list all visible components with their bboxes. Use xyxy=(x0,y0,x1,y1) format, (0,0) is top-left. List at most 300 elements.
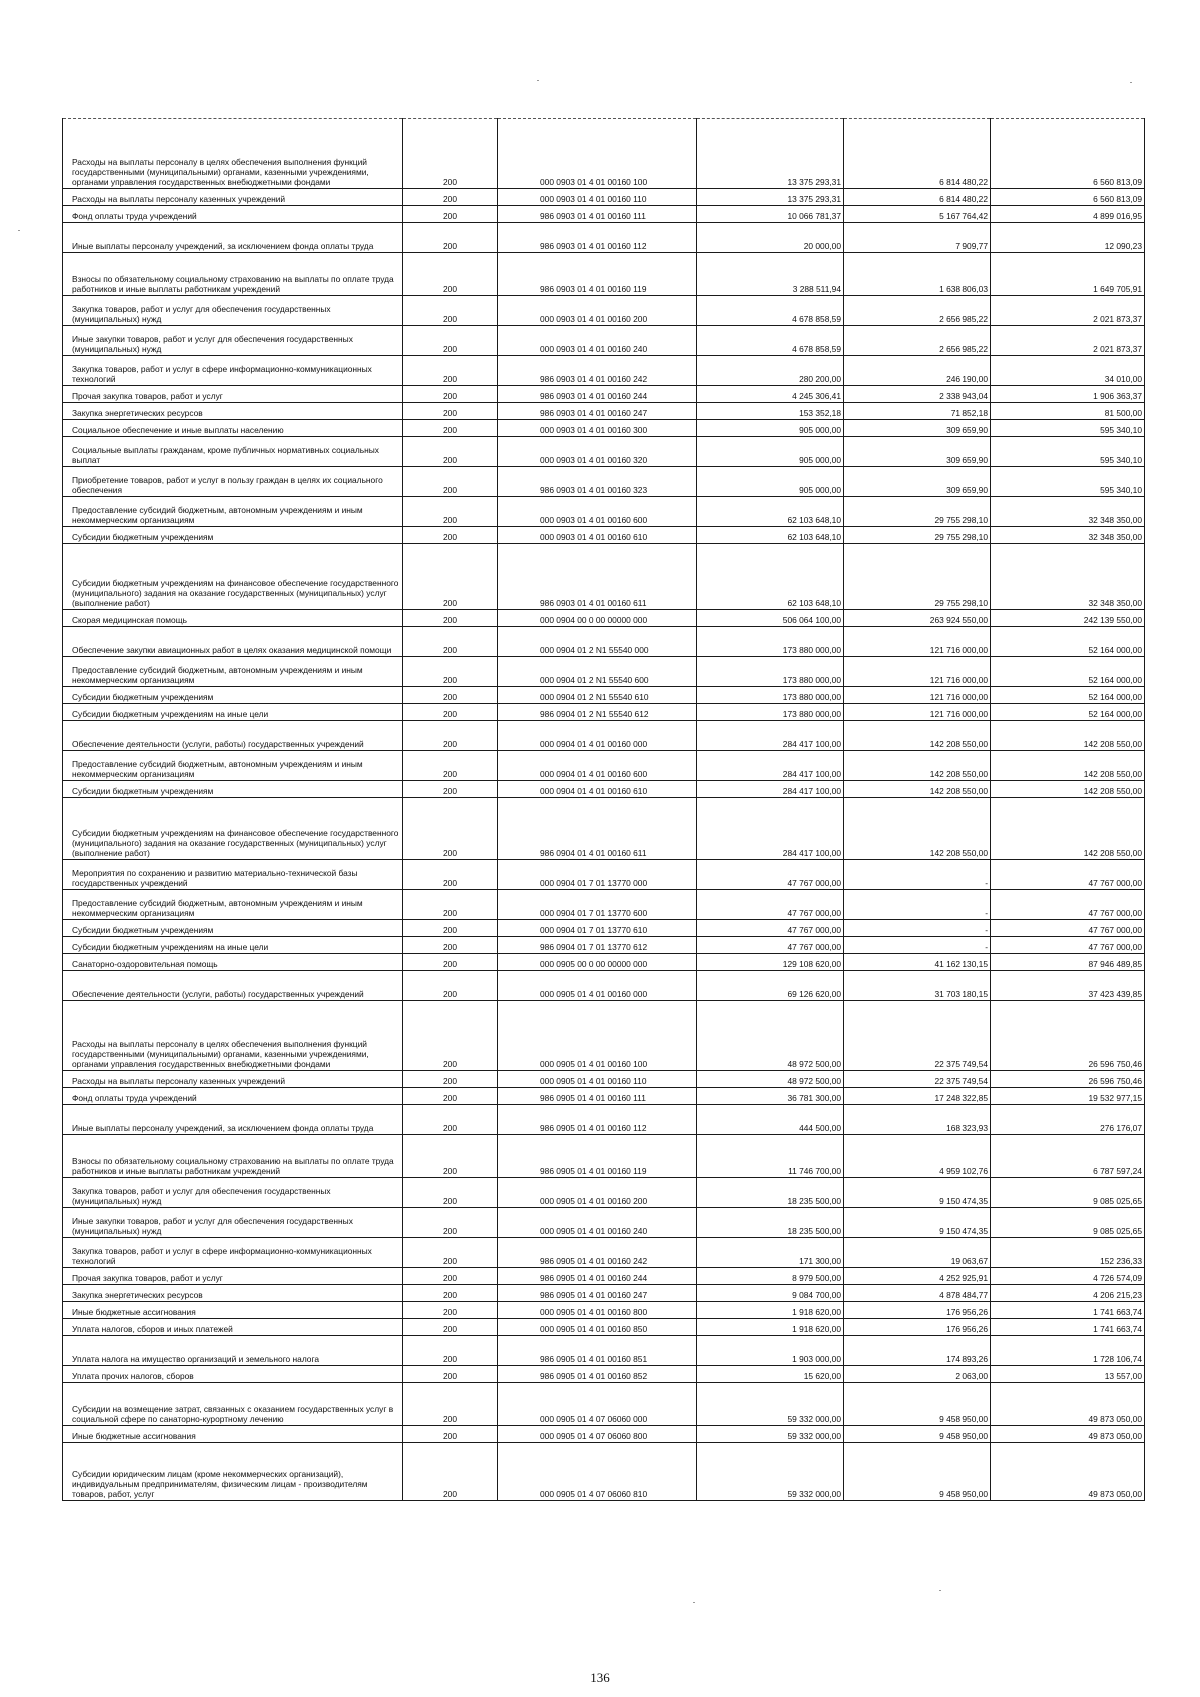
line-code-cell: 200 xyxy=(403,1135,498,1178)
line-code-cell: 200 xyxy=(403,497,498,527)
budget-code-cell: 986 0904 01 4 01 00160 611 xyxy=(498,798,697,860)
row-name-cell: Предоставление субсидий бюджетным, автономным учреждениям и иным некоммерческим организациям xyxy=(63,657,403,687)
executed-amount-cell: 6 814 480,22 xyxy=(844,189,991,206)
table-row xyxy=(63,1238,1145,1268)
line-code-cell: 200 xyxy=(403,467,498,497)
line-code-cell: 200 xyxy=(403,610,498,627)
approved-amount-cell: 59 332 000,00 xyxy=(697,1383,844,1426)
unexecuted-amount-cell: 1 741 663,74 xyxy=(991,1302,1145,1319)
page-number: 136 xyxy=(590,1670,610,1685)
unexecuted-amount-cell: 47 767 000,00 xyxy=(991,890,1145,920)
row-name-cell: Иные выплаты персоналу учреждений, за исключением фонда оплаты труда xyxy=(63,223,403,253)
executed-amount-cell: 142 208 550,00 xyxy=(844,798,991,860)
approved-amount-cell: 173 880 000,00 xyxy=(697,657,844,687)
executed-amount-cell: 6 814 480,22 xyxy=(844,119,991,189)
executed-amount-cell: 22 375 749,54 xyxy=(844,1001,991,1071)
budget-code-cell: 986 0903 01 4 01 00160 119 xyxy=(498,253,697,296)
executed-amount-cell: 31 703 180,15 xyxy=(844,971,991,1001)
unexecuted-amount-cell: 32 348 350,00 xyxy=(991,527,1145,544)
unexecuted-amount-cell: 152 236,33 xyxy=(991,1238,1145,1268)
row-name-cell: Прочая закупка товаров, работ и услуг xyxy=(63,386,403,403)
approved-amount-cell: 13 375 293,31 xyxy=(697,119,844,189)
approved-amount-cell: 4 245 306,41 xyxy=(697,386,844,403)
table-row xyxy=(63,1336,1145,1366)
line-code-cell: 200 xyxy=(403,704,498,721)
line-code-cell: 200 xyxy=(403,1336,498,1366)
table-row xyxy=(63,189,1145,206)
unexecuted-amount-cell: 37 423 439,85 xyxy=(991,971,1145,1001)
table-row xyxy=(63,386,1145,403)
executed-amount-cell: 41 162 130,15 xyxy=(844,954,991,971)
table-row xyxy=(63,356,1145,386)
executed-amount-cell: 4 959 102,76 xyxy=(844,1135,991,1178)
line-code-cell: 200 xyxy=(403,751,498,781)
executed-amount-cell: 5 167 764,42 xyxy=(844,206,991,223)
executed-amount-cell: 9 458 950,00 xyxy=(844,1443,991,1501)
budget-code-cell: 000 0904 01 7 01 13770 610 xyxy=(498,920,697,937)
table-row xyxy=(63,1443,1145,1501)
line-code-cell: 200 xyxy=(403,890,498,920)
approved-amount-cell: 18 235 500,00 xyxy=(697,1208,844,1238)
approved-amount-cell: 173 880 000,00 xyxy=(697,627,844,657)
budget-code-cell: 986 0903 01 4 01 00160 611 xyxy=(498,544,697,610)
line-code-cell: 200 xyxy=(403,687,498,704)
executed-amount-cell: 176 956,26 xyxy=(844,1302,991,1319)
row-name-cell: Закупка товаров, работ и услуг для обеспечения государственных (муниципальных) нужд xyxy=(63,296,403,326)
executed-amount-cell: 9 458 950,00 xyxy=(844,1383,991,1426)
approved-amount-cell: 129 108 620,00 xyxy=(697,954,844,971)
budget-code-cell: 000 0903 01 4 01 00160 240 xyxy=(498,326,697,356)
unexecuted-amount-cell: 1 906 363,37 xyxy=(991,386,1145,403)
executed-amount-cell: 22 375 749,54 xyxy=(844,1071,991,1088)
row-name-cell: Расходы на выплаты персоналу в целях обеспечения выполнения функций государственными (муниципальными) органами, казенными учреждениями, органами управления государственных внебюджетными фондами xyxy=(63,119,403,189)
table-row xyxy=(63,798,1145,860)
table-row xyxy=(63,657,1145,687)
line-code-cell: 200 xyxy=(403,356,498,386)
budget-code-cell: 986 0904 01 2 N1 55540 612 xyxy=(498,704,697,721)
executed-amount-cell: 17 248 322,85 xyxy=(844,1088,991,1105)
table-row xyxy=(63,1366,1145,1383)
approved-amount-cell: 8 979 500,00 xyxy=(697,1268,844,1285)
table-row xyxy=(63,119,1145,189)
line-code-cell: 200 xyxy=(403,403,498,420)
line-code-cell: 200 xyxy=(403,1383,498,1426)
row-name-cell: Субсидии бюджетным учреждениям на иные цели xyxy=(63,937,403,954)
table-row xyxy=(63,721,1145,751)
line-code-cell: 200 xyxy=(403,1238,498,1268)
executed-amount-cell: - xyxy=(844,920,991,937)
executed-amount-cell: 4 878 484,77 xyxy=(844,1285,991,1302)
unexecuted-amount-cell: 276 176,07 xyxy=(991,1105,1145,1135)
approved-amount-cell: 47 767 000,00 xyxy=(697,920,844,937)
line-code-cell: 200 xyxy=(403,1001,498,1071)
row-name-cell: Закупка энергетических ресурсов xyxy=(63,1285,403,1302)
budget-code-cell: 986 0905 01 4 01 00160 112 xyxy=(498,1105,697,1135)
line-code-cell: 200 xyxy=(403,781,498,798)
executed-amount-cell: 2 656 985,22 xyxy=(844,296,991,326)
unexecuted-amount-cell: 49 873 050,00 xyxy=(991,1426,1145,1443)
unexecuted-amount-cell: 1 728 106,74 xyxy=(991,1336,1145,1366)
budget-code-cell: 000 0904 01 4 01 00160 600 xyxy=(498,751,697,781)
budget-code-cell: 000 0905 01 4 01 00160 800 xyxy=(498,1302,697,1319)
table-row xyxy=(63,971,1145,1001)
row-name-cell: Иные выплаты персоналу учреждений, за исключением фонда оплаты труда xyxy=(63,1105,403,1135)
row-name-cell: Субсидии бюджетным учреждениям xyxy=(63,920,403,937)
budget-code-cell: 000 0905 00 0 00 00000 000 xyxy=(498,954,697,971)
table-row xyxy=(63,954,1145,971)
unexecuted-amount-cell: 19 532 977,15 xyxy=(991,1088,1145,1105)
line-code-cell: 200 xyxy=(403,437,498,467)
line-code-cell: 200 xyxy=(403,386,498,403)
executed-amount-cell: 7 909,77 xyxy=(844,223,991,253)
budget-code-cell: 000 0904 01 7 01 13770 000 xyxy=(498,860,697,890)
table-row xyxy=(63,403,1145,420)
approved-amount-cell: 59 332 000,00 xyxy=(697,1426,844,1443)
unexecuted-amount-cell: 32 348 350,00 xyxy=(991,497,1145,527)
unexecuted-amount-cell: 6 560 813,09 xyxy=(991,189,1145,206)
executed-amount-cell: 263 924 550,00 xyxy=(844,610,991,627)
line-code-cell: 200 xyxy=(403,971,498,1001)
approved-amount-cell: 905 000,00 xyxy=(697,467,844,497)
row-name-cell: Взносы по обязательному социальному страхованию на выплаты по оплате труда работников и иные выплаты работникам учреждений xyxy=(63,1135,403,1178)
row-name-cell: Взносы по обязательному социальному страхованию на выплаты по оплате труда работников и иные выплаты работникам учреждений xyxy=(63,253,403,296)
row-name-cell: Социальные выплаты гражданам, кроме публичных нормативных социальных выплат xyxy=(63,437,403,467)
row-name-cell: Обеспечение закупки авиационных работ в целях оказания медицинской помощи xyxy=(63,627,403,657)
approved-amount-cell: 284 417 100,00 xyxy=(697,798,844,860)
table-row xyxy=(63,1426,1145,1443)
row-name-cell: Закупка товаров, работ и услуг в сфере информационно-коммуникационных технологий xyxy=(63,356,403,386)
row-name-cell: Фонд оплаты труда учреждений xyxy=(63,1088,403,1105)
approved-amount-cell: 18 235 500,00 xyxy=(697,1178,844,1208)
approved-amount-cell: 4 678 858,59 xyxy=(697,326,844,356)
budget-code-cell: 986 0905 01 4 01 00160 119 xyxy=(498,1135,697,1178)
line-code-cell: 200 xyxy=(403,1319,498,1336)
line-code-cell: 200 xyxy=(403,1071,498,1088)
executed-amount-cell: 142 208 550,00 xyxy=(844,781,991,798)
row-name-cell: Обеспечение деятельности (услуги, работы) государственных учреждений xyxy=(63,721,403,751)
budget-code-cell: 000 0905 01 4 07 06060 810 xyxy=(498,1443,697,1501)
approved-amount-cell: 9 084 700,00 xyxy=(697,1285,844,1302)
line-code-cell: 200 xyxy=(403,527,498,544)
executed-amount-cell: 29 755 298,10 xyxy=(844,497,991,527)
approved-amount-cell: 153 352,18 xyxy=(697,403,844,420)
row-name-cell: Субсидии бюджетным учреждениям xyxy=(63,527,403,544)
row-name-cell: Закупка товаров, работ и услуг для обеспечения государственных (муниципальных) нужд xyxy=(63,1178,403,1208)
executed-amount-cell: - xyxy=(844,937,991,954)
budget-code-cell: 000 0903 01 4 01 00160 610 xyxy=(498,527,697,544)
executed-amount-cell: - xyxy=(844,890,991,920)
budget-code-cell: 986 0905 01 4 01 00160 244 xyxy=(498,1268,697,1285)
row-name-cell: Предоставление субсидий бюджетным, автономным учреждениям и иным некоммерческим организациям xyxy=(63,890,403,920)
line-code-cell: 200 xyxy=(403,1366,498,1383)
budget-code-cell: 000 0904 00 0 00 00000 000 xyxy=(498,610,697,627)
line-code-cell: 200 xyxy=(403,937,498,954)
table-row xyxy=(63,223,1145,253)
line-code-cell: 200 xyxy=(403,253,498,296)
row-name-cell: Субсидии на возмещение затрат, связанных с оказанием государственных услуг в социальной сфере по санаторно-курортному лечению xyxy=(63,1383,403,1426)
budget-code-cell: 000 0903 01 4 01 00160 320 xyxy=(498,437,697,467)
line-code-cell: 200 xyxy=(403,1302,498,1319)
budget-code-cell: 986 0903 01 4 01 00160 323 xyxy=(498,467,697,497)
row-name-cell: Приобретение товаров, работ и услуг в пользу граждан в целях их социального обеспечения xyxy=(63,467,403,497)
approved-amount-cell: 284 417 100,00 xyxy=(697,751,844,781)
row-name-cell: Скорая медицинская помощь xyxy=(63,610,403,627)
unexecuted-amount-cell: 13 557,00 xyxy=(991,1366,1145,1383)
budget-code-cell: 000 0905 01 4 01 00160 100 xyxy=(498,1001,697,1071)
budget-code-cell: 986 0903 01 4 01 00160 111 xyxy=(498,206,697,223)
approved-amount-cell: 48 972 500,00 xyxy=(697,1001,844,1071)
executed-amount-cell: 121 716 000,00 xyxy=(844,657,991,687)
scan-speck xyxy=(939,1590,941,1591)
row-name-cell: Субсидии бюджетным учреждениям xyxy=(63,781,403,798)
table-row xyxy=(63,467,1145,497)
unexecuted-amount-cell: 6 787 597,24 xyxy=(991,1135,1145,1178)
table-row xyxy=(63,1001,1145,1071)
budget-code-cell: 000 0905 01 4 07 06060 000 xyxy=(498,1383,697,1426)
executed-amount-cell: 168 323,93 xyxy=(844,1105,991,1135)
row-name-cell: Субсидии бюджетным учреждениям на финансовое обеспечение государственного (муниципального) задания на оказание государственных (муниципальных) услуг (выполнение работ) xyxy=(63,798,403,860)
unexecuted-amount-cell: 49 873 050,00 xyxy=(991,1383,1145,1426)
budget-code-cell: 986 0905 01 4 01 00160 247 xyxy=(498,1285,697,1302)
executed-amount-cell: 29 755 298,10 xyxy=(844,527,991,544)
row-name-cell: Иные бюджетные ассигнования xyxy=(63,1302,403,1319)
row-name-cell: Расходы на выплаты персоналу в целях обеспечения выполнения функций государственными (муниципальными) органами, казенными учреждениями, органами управления государственных внебюджетными фондами xyxy=(63,1001,403,1071)
table-row xyxy=(63,253,1145,296)
table-row xyxy=(63,1383,1145,1426)
unexecuted-amount-cell: 12 090,23 xyxy=(991,223,1145,253)
budget-code-cell: 986 0905 01 4 01 00160 851 xyxy=(498,1336,697,1366)
approved-amount-cell: 173 880 000,00 xyxy=(697,704,844,721)
row-name-cell: Уплата прочих налогов, сборов xyxy=(63,1366,403,1383)
unexecuted-amount-cell: 6 560 813,09 xyxy=(991,119,1145,189)
budget-code-cell: 986 0905 01 4 01 00160 111 xyxy=(498,1088,697,1105)
table-row xyxy=(63,627,1145,657)
budget-code-cell: 986 0905 01 4 01 00160 852 xyxy=(498,1366,697,1383)
row-name-cell: Субсидии юридическим лицам (кроме некоммерческих организаций), индивидуальным предпринимателям, физическим лицам - производителям товаров, работ, услуг xyxy=(63,1443,403,1501)
table-row xyxy=(63,1135,1145,1178)
budget-code-cell: 000 0905 01 4 01 00160 110 xyxy=(498,1071,697,1088)
executed-amount-cell: 2 656 985,22 xyxy=(844,326,991,356)
line-code-cell: 200 xyxy=(403,1208,498,1238)
approved-amount-cell: 47 767 000,00 xyxy=(697,937,844,954)
row-name-cell: Субсидии бюджетным учреждениям на финансовое обеспечение государственного (муниципального) задания на оказание государственных (муниципальных) услуг (выполнение работ) xyxy=(63,544,403,610)
table-row xyxy=(63,610,1145,627)
approved-amount-cell: 59 332 000,00 xyxy=(697,1443,844,1501)
budget-code-cell: 000 0904 01 4 01 00160 000 xyxy=(498,721,697,751)
unexecuted-amount-cell: 4 206 215,23 xyxy=(991,1285,1145,1302)
executed-amount-cell: 9 458 950,00 xyxy=(844,1426,991,1443)
executed-amount-cell: 19 063,67 xyxy=(844,1238,991,1268)
row-name-cell: Мероприятия по сохранению и развитию материально-технической базы государственных учреждений xyxy=(63,860,403,890)
budget-code-cell: 000 0904 01 7 01 13770 600 xyxy=(498,890,697,920)
unexecuted-amount-cell: 52 164 000,00 xyxy=(991,657,1145,687)
budget-code-cell: 986 0903 01 4 01 00160 247 xyxy=(498,403,697,420)
approved-amount-cell: 3 288 511,94 xyxy=(697,253,844,296)
approved-amount-cell: 62 103 648,10 xyxy=(697,527,844,544)
row-name-cell: Санаторно-оздоровительная помощь xyxy=(63,954,403,971)
unexecuted-amount-cell: 4 899 016,95 xyxy=(991,206,1145,223)
unexecuted-amount-cell: 2 021 873,37 xyxy=(991,326,1145,356)
row-name-cell: Субсидии бюджетным учреждениям xyxy=(63,687,403,704)
table-row xyxy=(63,1088,1145,1105)
unexecuted-amount-cell: 26 596 750,46 xyxy=(991,1001,1145,1071)
approved-amount-cell: 905 000,00 xyxy=(697,437,844,467)
approved-amount-cell: 1 903 000,00 xyxy=(697,1336,844,1366)
unexecuted-amount-cell: 47 767 000,00 xyxy=(991,937,1145,954)
budget-code-cell: 000 0905 01 4 01 00160 240 xyxy=(498,1208,697,1238)
table-row xyxy=(63,937,1145,954)
unexecuted-amount-cell: 34 010,00 xyxy=(991,356,1145,386)
row-name-cell: Иные закупки товаров, работ и услуг для обеспечения государственных (муниципальных) нужд xyxy=(63,326,403,356)
line-code-cell: 200 xyxy=(403,1426,498,1443)
approved-amount-cell: 1 918 620,00 xyxy=(697,1319,844,1336)
approved-amount-cell: 69 126 620,00 xyxy=(697,971,844,1001)
unexecuted-amount-cell: 1 649 705,91 xyxy=(991,253,1145,296)
table-row xyxy=(63,687,1145,704)
unexecuted-amount-cell: 47 767 000,00 xyxy=(991,860,1145,890)
executed-amount-cell: 142 208 550,00 xyxy=(844,751,991,781)
executed-amount-cell: 1 638 806,03 xyxy=(844,253,991,296)
budget-code-cell: 000 0905 01 4 01 00160 850 xyxy=(498,1319,697,1336)
approved-amount-cell: 506 064 100,00 xyxy=(697,610,844,627)
executed-amount-cell: 121 716 000,00 xyxy=(844,687,991,704)
row-name-cell: Предоставление субсидий бюджетным, автономным учреждениям и иным некоммерческим организациям xyxy=(63,497,403,527)
unexecuted-amount-cell: 1 741 663,74 xyxy=(991,1319,1145,1336)
unexecuted-amount-cell: 81 500,00 xyxy=(991,403,1145,420)
table-row xyxy=(63,1071,1145,1088)
approved-amount-cell: 1 918 620,00 xyxy=(697,1302,844,1319)
executed-amount-cell: 176 956,26 xyxy=(844,1319,991,1336)
budget-code-cell: 000 0904 01 2 N1 55540 610 xyxy=(498,687,697,704)
line-code-cell: 200 xyxy=(403,326,498,356)
table-row xyxy=(63,497,1145,527)
executed-amount-cell: 2 063,00 xyxy=(844,1366,991,1383)
line-code-cell: 200 xyxy=(403,798,498,860)
budget-code-cell: 000 0903 01 4 01 00160 100 xyxy=(498,119,697,189)
executed-amount-cell: 4 252 925,91 xyxy=(844,1268,991,1285)
line-code-cell: 200 xyxy=(403,1105,498,1135)
table-row xyxy=(63,1268,1145,1285)
row-name-cell: Предоставление субсидий бюджетным, автономным учреждениям и иным некоммерческим организациям xyxy=(63,751,403,781)
executed-amount-cell: - xyxy=(844,860,991,890)
budget-code-cell: 000 0903 01 4 01 00160 300 xyxy=(498,420,697,437)
row-name-cell: Закупка товаров, работ и услуг в сфере информационно-коммуникационных технологий xyxy=(63,1238,403,1268)
table-row xyxy=(63,420,1145,437)
row-name-cell: Уплата налогов, сборов и иных платежей xyxy=(63,1319,403,1336)
row-name-cell: Расходы на выплаты персоналу казенных учреждений xyxy=(63,1071,403,1088)
scan-speck xyxy=(18,230,20,231)
approved-amount-cell: 48 972 500,00 xyxy=(697,1071,844,1088)
budget-code-cell: 000 0903 01 4 01 00160 600 xyxy=(498,497,697,527)
unexecuted-amount-cell: 595 340,10 xyxy=(991,467,1145,497)
scan-speck xyxy=(693,1602,695,1603)
budget-code-cell: 000 0904 01 2 N1 55540 600 xyxy=(498,657,697,687)
scan-speck xyxy=(537,80,539,81)
executed-amount-cell: 29 755 298,10 xyxy=(844,544,991,610)
line-code-cell: 200 xyxy=(403,860,498,890)
unexecuted-amount-cell: 242 139 550,00 xyxy=(991,610,1145,627)
approved-amount-cell: 47 767 000,00 xyxy=(697,890,844,920)
row-name-cell: Иные бюджетные ассигнования xyxy=(63,1426,403,1443)
line-code-cell: 200 xyxy=(403,920,498,937)
unexecuted-amount-cell: 26 596 750,46 xyxy=(991,1071,1145,1088)
approved-amount-cell: 20 000,00 xyxy=(697,223,844,253)
unexecuted-amount-cell: 142 208 550,00 xyxy=(991,751,1145,781)
approved-amount-cell: 4 678 858,59 xyxy=(697,296,844,326)
row-name-cell: Закупка энергетических ресурсов xyxy=(63,403,403,420)
approved-amount-cell: 36 781 300,00 xyxy=(697,1088,844,1105)
line-code-cell: 200 xyxy=(403,206,498,223)
approved-amount-cell: 284 417 100,00 xyxy=(697,781,844,798)
approved-amount-cell: 47 767 000,00 xyxy=(697,860,844,890)
unexecuted-amount-cell: 142 208 550,00 xyxy=(991,721,1145,751)
executed-amount-cell: 2 338 943,04 xyxy=(844,386,991,403)
line-code-cell: 200 xyxy=(403,1178,498,1208)
table-row xyxy=(63,781,1145,798)
line-code-cell: 200 xyxy=(403,1268,498,1285)
table-row xyxy=(63,437,1145,467)
table-row xyxy=(63,860,1145,890)
executed-amount-cell: 309 659,90 xyxy=(844,420,991,437)
row-name-cell: Прочая закупка товаров, работ и услуг xyxy=(63,1268,403,1285)
executed-amount-cell: 174 893,26 xyxy=(844,1336,991,1366)
row-name-cell: Фонд оплаты труда учреждений xyxy=(63,206,403,223)
approved-amount-cell: 284 417 100,00 xyxy=(697,721,844,751)
approved-amount-cell: 13 375 293,31 xyxy=(697,189,844,206)
unexecuted-amount-cell: 9 085 025,65 xyxy=(991,1178,1145,1208)
table-row xyxy=(63,1302,1145,1319)
approved-amount-cell: 171 300,00 xyxy=(697,1238,844,1268)
budget-code-cell: 986 0903 01 4 01 00160 242 xyxy=(498,356,697,386)
table-row xyxy=(63,326,1145,356)
executed-amount-cell: 121 716 000,00 xyxy=(844,704,991,721)
approved-amount-cell: 444 500,00 xyxy=(697,1105,844,1135)
executed-amount-cell: 309 659,90 xyxy=(844,467,991,497)
approved-amount-cell: 905 000,00 xyxy=(697,420,844,437)
row-name-cell: Обеспечение деятельности (услуги, работы) государственных учреждений xyxy=(63,971,403,1001)
table-row xyxy=(63,544,1145,610)
executed-amount-cell: 71 852,18 xyxy=(844,403,991,420)
approved-amount-cell: 280 200,00 xyxy=(697,356,844,386)
line-code-cell: 200 xyxy=(403,1443,498,1501)
executed-amount-cell: 246 190,00 xyxy=(844,356,991,386)
line-code-cell: 200 xyxy=(403,296,498,326)
row-name-cell: Расходы на выплаты персоналу казенных учреждений xyxy=(63,189,403,206)
line-code-cell: 200 xyxy=(403,189,498,206)
table-row xyxy=(63,751,1145,781)
budget-code-cell: 000 0903 01 4 01 00160 110 xyxy=(498,189,697,206)
row-name-cell: Субсидии бюджетным учреждениям на иные цели xyxy=(63,704,403,721)
budget-code-cell: 000 0905 01 4 07 06060 800 xyxy=(498,1426,697,1443)
table-row xyxy=(63,296,1145,326)
approved-amount-cell: 173 880 000,00 xyxy=(697,687,844,704)
scan-speck xyxy=(1130,82,1132,83)
executed-amount-cell: 309 659,90 xyxy=(844,437,991,467)
line-code-cell: 200 xyxy=(403,1088,498,1105)
unexecuted-amount-cell: 49 873 050,00 xyxy=(991,1443,1145,1501)
budget-code-cell: 000 0904 01 2 N1 55540 000 xyxy=(498,627,697,657)
executed-amount-cell: 9 150 474,35 xyxy=(844,1208,991,1238)
unexecuted-amount-cell: 52 164 000,00 xyxy=(991,687,1145,704)
row-name-cell: Иные закупки товаров, работ и услуг для обеспечения государственных (муниципальных) нужд xyxy=(63,1208,403,1238)
approved-amount-cell: 11 746 700,00 xyxy=(697,1135,844,1178)
budget-code-cell: 986 0903 01 4 01 00160 244 xyxy=(498,386,697,403)
line-code-cell: 200 xyxy=(403,657,498,687)
unexecuted-amount-cell: 2 021 873,37 xyxy=(991,296,1145,326)
table-row xyxy=(63,704,1145,721)
line-code-cell: 200 xyxy=(403,721,498,751)
line-code-cell: 200 xyxy=(403,420,498,437)
